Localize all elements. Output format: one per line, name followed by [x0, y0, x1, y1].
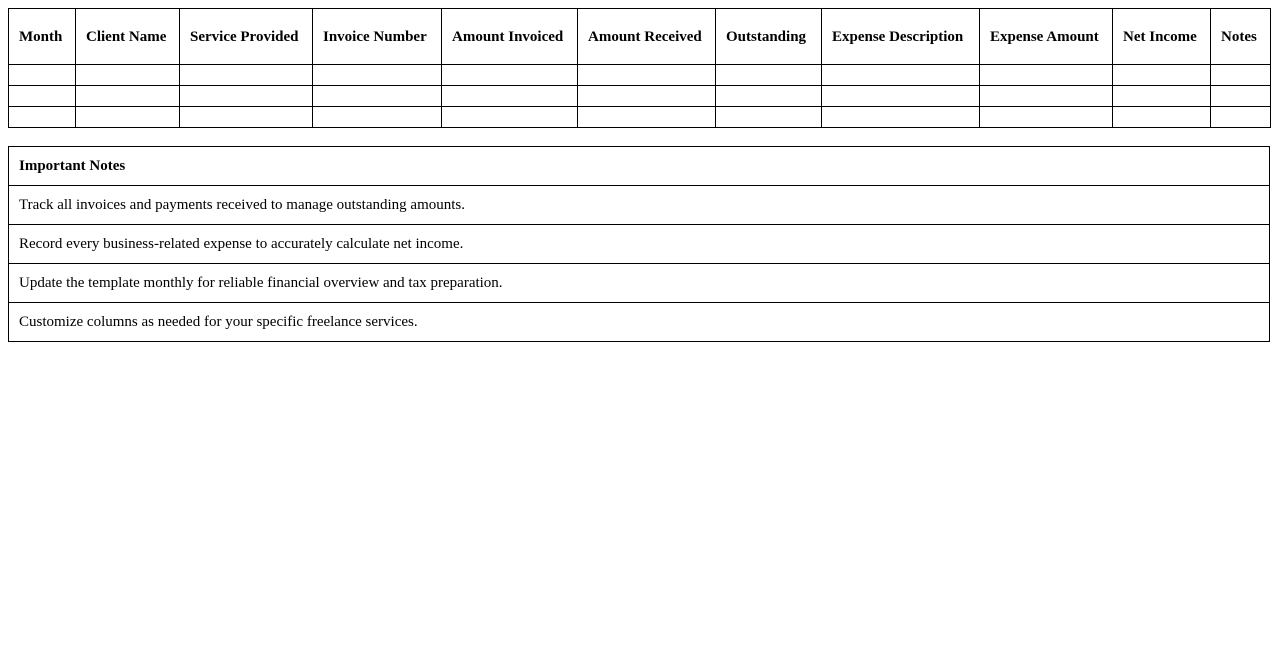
table-cell[interactable]	[313, 65, 442, 86]
column-header-net-income: Net Income	[1113, 9, 1211, 65]
table-cell[interactable]	[716, 107, 822, 128]
table-cell[interactable]	[1113, 65, 1211, 86]
table-row	[9, 86, 1271, 107]
notes-row	[9, 225, 1270, 264]
column-header-expense-amount: Expense Amount	[980, 9, 1113, 65]
table-cell[interactable]	[180, 107, 313, 128]
column-header-outstanding: Outstanding	[716, 9, 822, 65]
table-cell[interactable]	[313, 86, 442, 107]
column-header-client-name: Client Name	[76, 9, 180, 65]
table-cell[interactable]	[442, 65, 578, 86]
table-cell[interactable]	[1113, 107, 1211, 128]
important-notes-table	[8, 146, 1270, 342]
table-cell[interactable]	[716, 65, 822, 86]
table-cell[interactable]	[822, 65, 980, 86]
column-header-service-provided: Service Provided	[180, 9, 313, 65]
notes-row	[9, 303, 1270, 342]
column-header-amount-received: Amount Received	[578, 9, 716, 65]
table-cell[interactable]	[76, 107, 180, 128]
table-cell[interactable]	[822, 86, 980, 107]
table-cell[interactable]	[1211, 86, 1271, 107]
table-cell[interactable]	[180, 86, 313, 107]
notes-row	[9, 264, 1270, 303]
table-cell[interactable]	[9, 107, 76, 128]
table-header-row	[9, 9, 1271, 65]
table-cell[interactable]	[180, 65, 313, 86]
table-cell[interactable]	[578, 107, 716, 128]
page-content	[8, 8, 1270, 342]
table-cell[interactable]	[578, 65, 716, 86]
table-cell[interactable]	[980, 107, 1113, 128]
table-cell[interactable]	[578, 86, 716, 107]
table-cell[interactable]	[76, 65, 180, 86]
table-cell[interactable]	[980, 86, 1113, 107]
table-cell[interactable]	[9, 65, 76, 86]
table-cell[interactable]	[822, 107, 980, 128]
column-header-notes: Notes	[1211, 9, 1271, 65]
table-cell[interactable]	[980, 65, 1113, 86]
table-row	[9, 65, 1271, 86]
note-item: Record every business-related expense to accurately calculate net income.	[9, 225, 1270, 264]
note-item: Update the template monthly for reliable financial overview and tax preparation.	[9, 264, 1270, 303]
table-cell[interactable]	[716, 86, 822, 107]
table-cell[interactable]	[1211, 65, 1271, 86]
table-row	[9, 107, 1271, 128]
notes-row	[9, 186, 1270, 225]
note-item: Customize columns as needed for your specific freelance services.	[9, 303, 1270, 342]
table-cell[interactable]	[442, 107, 578, 128]
table-cell[interactable]	[9, 86, 76, 107]
table-cell[interactable]	[1113, 86, 1211, 107]
notes-heading: Important Notes	[9, 147, 1270, 186]
table-cell[interactable]	[1211, 107, 1271, 128]
column-header-expense-description: Expense Description	[822, 9, 980, 65]
column-header-amount-invoiced: Amount Invoiced	[442, 9, 578, 65]
finance-tracker-table	[8, 8, 1271, 128]
column-header-invoice-number: Invoice Number	[313, 9, 442, 65]
table-cell[interactable]	[313, 107, 442, 128]
column-header-month: Month	[9, 9, 76, 65]
note-item: Track all invoices and payments received to manage outstanding amounts.	[9, 186, 1270, 225]
notes-heading-row	[9, 147, 1270, 186]
table-cell[interactable]	[442, 86, 578, 107]
table-cell[interactable]	[76, 86, 180, 107]
